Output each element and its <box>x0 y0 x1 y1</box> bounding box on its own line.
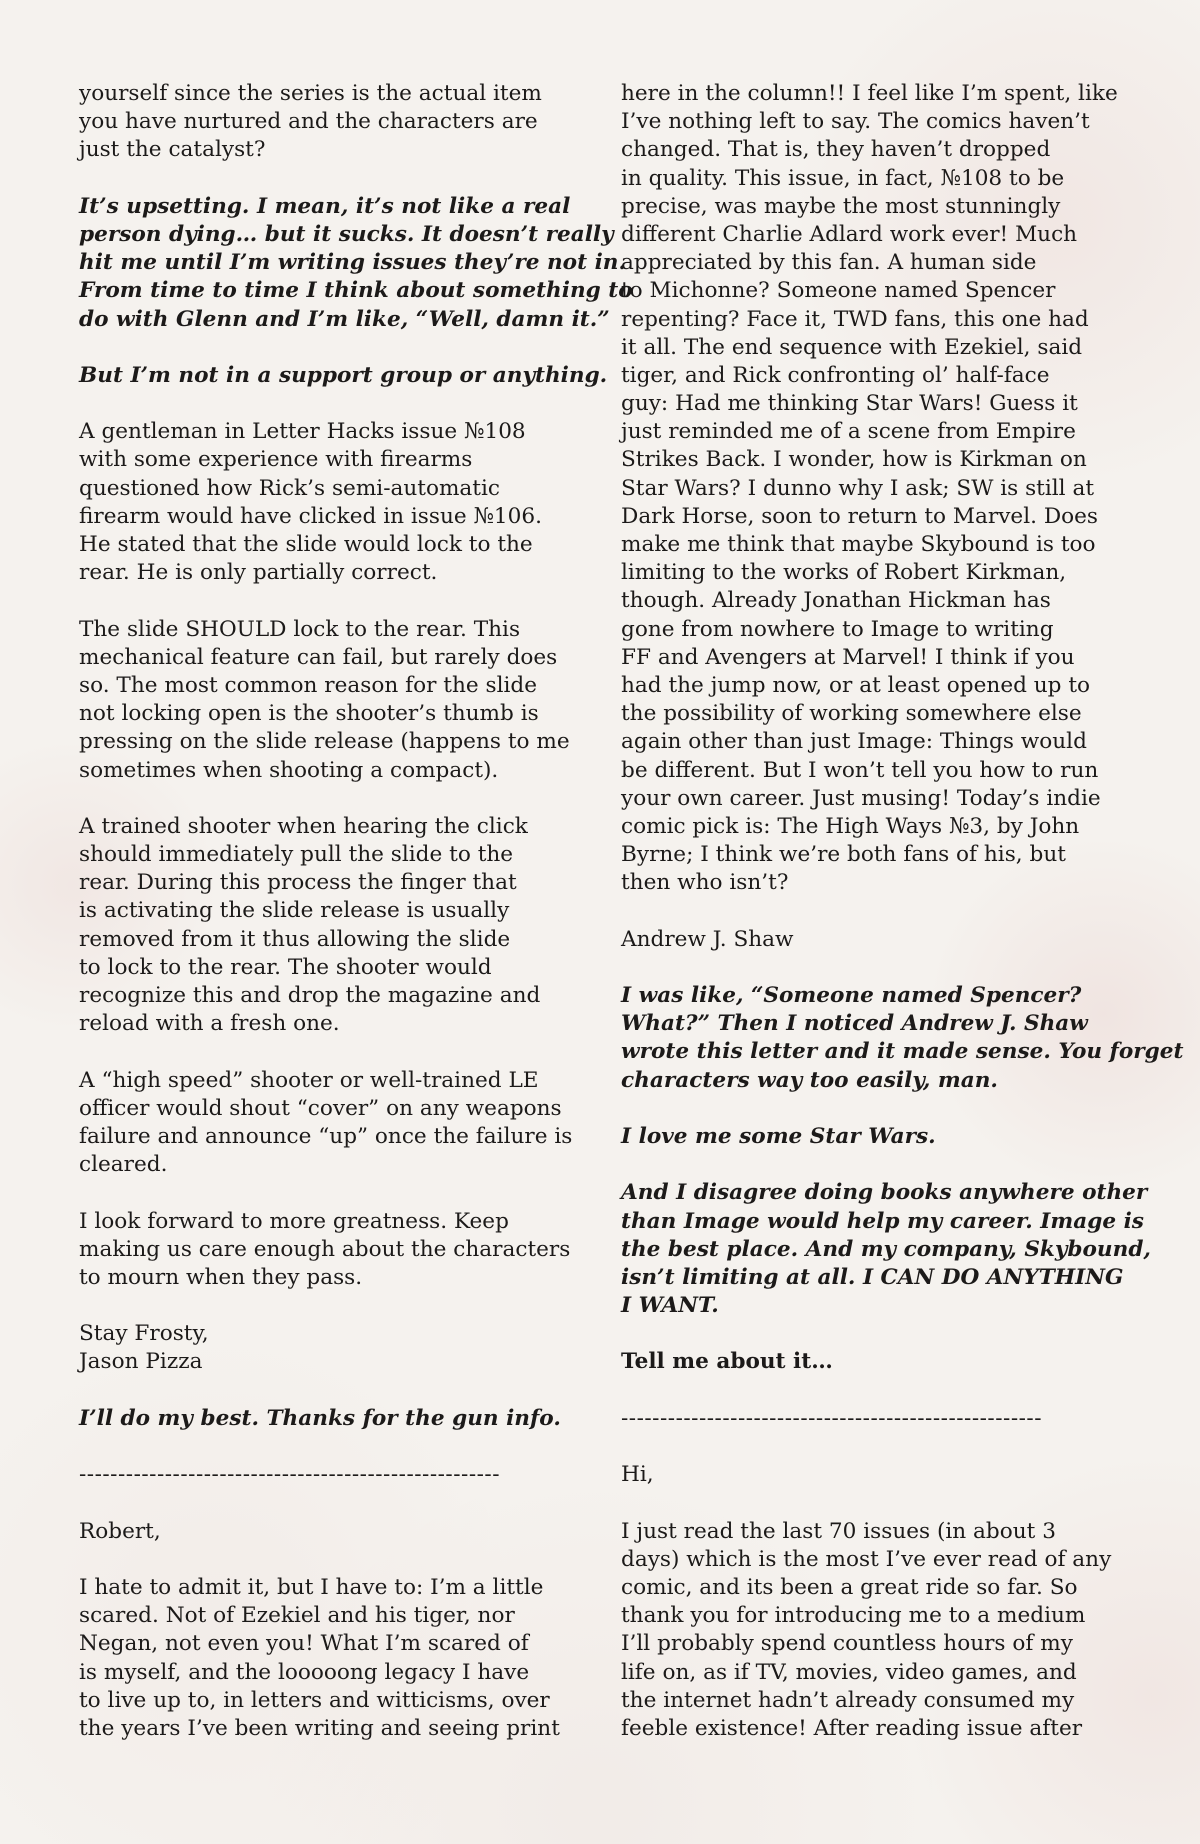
text-line: scared. Not of Ezekiel and his tiger, nor <box>79 1603 515 1629</box>
text-line: days) which is the most I’ve ever read of any <box>621 1546 1112 1572</box>
right-column <box>621 80 1184 1771</box>
text-line: A gentleman in Letter Hacks issue №108 <box>79 419 526 445</box>
text-line: Robert, <box>79 1518 161 1544</box>
text-line: recognize this and drop the magazine and <box>79 983 541 1008</box>
text-line: mechanical feature can fail, but rarely does <box>79 644 558 670</box>
text-line: He stated that the slide would lock to the <box>79 532 533 557</box>
text-line: the years I’ve been writing and seeing print <box>79 1715 560 1741</box>
text-line: so. The most common reason for the slide <box>79 672 538 698</box>
text-line: wrote this letter and it made sense. You forget <box>621 1039 1184 1065</box>
text-line: I was like, “Someone named Spencer? <box>621 983 1082 1008</box>
text-line: I just read the last 70 issues (in about 3 <box>621 1518 1056 1544</box>
text-line: repenting? Face it, TWD fans, this one had <box>621 306 1089 332</box>
text-line: reload with a fresh one. <box>79 1011 340 1037</box>
text-line: is myself, and the looooong legacy I have <box>79 1659 530 1685</box>
text-line: again other than just Image: Things would <box>621 729 1087 755</box>
letter-paragraph <box>79 1518 574 1546</box>
text-line: feeble existence! After reading issue after <box>621 1715 1083 1741</box>
letter-paragraph <box>79 1067 574 1180</box>
letter-paragraph <box>79 813 574 1039</box>
letter-paragraph <box>79 418 574 587</box>
text-line: make me think that maybe Skybound is too <box>621 532 1096 557</box>
text-line: Jason Pizza <box>79 1349 203 1375</box>
letter-paragraph <box>79 1574 574 1743</box>
text-line: I WANT. <box>621 1293 719 1319</box>
text-line: The slide SHOULD lock to the rear. This <box>79 616 521 642</box>
letter-paragraph <box>621 1518 1126 1744</box>
editor-reply <box>621 982 1184 1095</box>
text-line: questioned how Rick’s semi-automatic <box>79 475 500 501</box>
text-line: officer would shout “cover” on any weapons <box>79 1095 562 1121</box>
letter-paragraph <box>79 616 574 785</box>
text-line: just the catalyst? <box>79 137 266 163</box>
text-line: tiger, and Rick confronting ol’ half-face <box>621 362 1050 388</box>
text-line: you have nurtured and the characters are <box>79 109 538 135</box>
text-line: the possibility of working somewhere else <box>621 701 1082 727</box>
text-line: than Image would help my career. Image is <box>621 1208 1144 1234</box>
text-line: isn’t limiting at all. I CAN DO ANYTHING <box>621 1264 1124 1290</box>
text-line: failure and announce “up” once the failure is <box>79 1123 573 1149</box>
left-column <box>79 80 633 1771</box>
editor-reply <box>79 362 608 390</box>
text-line: I’ll probably spend countless hours of my <box>621 1631 1073 1657</box>
text-line: Byrne; I think we’re both fans of his, but <box>621 842 1066 868</box>
text-line: yourself since the series is the actual item <box>79 81 542 106</box>
letter-paragraph <box>79 1320 574 1376</box>
editor-reply <box>79 1405 574 1433</box>
text-line: I hate to admit it, but I have to: I’m a little <box>79 1574 544 1600</box>
text-line: with some experience with firearms <box>79 447 473 473</box>
text-line: changed. That is, they haven’t dropped <box>621 137 1051 163</box>
text-line: sometimes when shooting a compact). <box>79 757 499 783</box>
text-line: Strikes Back. I wonder, how is Kirkman on <box>621 447 1087 473</box>
text-line: is activating the slide release is usually <box>79 898 510 924</box>
editor-reply <box>79 193 633 334</box>
text-line: should immediately pull the slide to the <box>79 842 514 868</box>
text-line: ------------------------------------------------------ <box>621 1405 1043 1431</box>
section-divider <box>79 1461 574 1489</box>
text-line: your own career. Just musing! Today’s indie <box>621 785 1101 811</box>
text-line: Dark Horse, soon to return to Marvel. Does <box>621 503 1099 529</box>
text-line: characters way too easily, man. <box>621 1067 998 1093</box>
text-line: precise, was maybe the most stunningly <box>621 193 1061 219</box>
letter-paragraph <box>621 1461 1126 1489</box>
text-line: not locking open is the shooter’s thumb is <box>79 701 539 727</box>
text-line: Andrew J. Shaw <box>621 926 794 952</box>
text-line: hit me until I’m writing issues they’re not in. <box>79 250 626 276</box>
text-line: though. Already Jonathan Hickman has <box>621 588 1051 614</box>
text-line: A “high speed” shooter or well-trained LE <box>79 1067 539 1093</box>
letter-paragraph <box>621 926 1126 954</box>
editor-reply <box>621 1179 1151 1320</box>
letter-paragraph <box>79 80 574 165</box>
text-line: FF and Avengers at Marvel! I think if you <box>621 644 1075 670</box>
text-line: appreciated by this fan. A human side <box>621 250 1037 276</box>
letter-paragraph <box>79 1208 574 1293</box>
text-line: Stay Frosty, <box>79 1321 209 1347</box>
editor-sign-off <box>621 1348 1126 1376</box>
text-line: comic, and its been a great ride so far. So <box>621 1574 1078 1600</box>
text-line: life on, as if TV, movies, video games, and <box>621 1659 1077 1685</box>
text-line: person dying… but it sucks. It doesn’t really <box>79 221 614 247</box>
text-line: From time to time I think about something to <box>79 278 633 304</box>
text-line: Negan, not even you! What I’m scared of <box>79 1631 529 1657</box>
text-line: Tell me about it… <box>621 1349 833 1375</box>
text-line: rear. During this process the finger that <box>79 870 517 896</box>
text-line: thank you for introducing me to a medium <box>621 1603 1086 1629</box>
text-line: A trained shooter when hearing the click <box>79 813 528 839</box>
text-line: pressing on the slide release (happens to me <box>79 729 570 755</box>
text-line: ------------------------------------------------------ <box>79 1462 501 1488</box>
text-line: What?” Then I noticed Andrew J. Shaw <box>621 1011 1088 1037</box>
text-line: in quality. This issue, in fact, №108 to be <box>621 165 1065 191</box>
editor-reply <box>621 1123 1126 1151</box>
letter-paragraph <box>621 80 1126 897</box>
text-line: I love me some Star Wars. <box>621 1123 936 1149</box>
text-line: just reminded me of a scene from Empire <box>621 419 1076 445</box>
text-line: cleared. <box>79 1152 168 1178</box>
text-line: gone from nowhere to Image to writing <box>621 616 1054 642</box>
text-line: But I’m not in a support group or anything. <box>79 362 608 388</box>
text-line: comic pick is: The High Ways №3, by John <box>621 813 1080 839</box>
text-line: rear. He is only partially correct. <box>79 560 438 586</box>
text-line: And I disagree doing books anywhere other <box>621 1180 1148 1206</box>
text-line: do with Glenn and I’m like, “Well, damn it.” <box>79 306 610 332</box>
text-line: I look forward to more greatness. Keep <box>79 1208 509 1234</box>
text-line: I’ve nothing left to say. The comics haven’t <box>621 109 1090 135</box>
text-line: removed from it thus allowing the slide <box>79 926 511 952</box>
text-line: making us care enough about the characters <box>79 1236 571 1262</box>
text-line: had the jump now, or at least opened up to <box>621 672 1091 698</box>
text-line: different Charlie Adlard work ever! Much <box>621 221 1078 247</box>
section-divider <box>621 1405 1126 1433</box>
text-line: I’ll do my best. Thanks for the gun info. <box>79 1405 561 1431</box>
text-line: the internet hadn’t already consumed my <box>621 1687 1075 1713</box>
text-line: It’s upsetting. I mean, it’s not like a real <box>79 193 571 219</box>
text-line: firearm would have clicked in issue №106. <box>79 503 543 529</box>
text-line: to mourn when they pass. <box>79 1264 363 1290</box>
text-line: limiting to the works of Robert Kirkman, <box>621 560 1067 586</box>
text-line: the best place. And my company, Skybound, <box>621 1236 1151 1262</box>
text-line: it all. The end sequence with Ezekiel, said <box>621 334 1083 360</box>
text-line: Star Wars? I dunno why I ask; SW is still at <box>621 475 1094 501</box>
text-line: Hi, <box>621 1462 654 1488</box>
text-line: to Michonne? Someone named Spencer <box>621 278 1056 304</box>
text-line: guy: Had me thinking Star Wars! Guess it <box>621 391 1078 417</box>
text-line: to lock to the rear. The shooter would <box>79 954 492 980</box>
text-line: be different. But I won’t tell you how to run <box>621 757 1099 783</box>
text-line: then who isn’t? <box>621 870 789 896</box>
text-line: to live up to, in letters and witticisms, over <box>79 1687 550 1713</box>
text-line: here in the column!! I feel like I’m spent, like <box>621 81 1118 106</box>
